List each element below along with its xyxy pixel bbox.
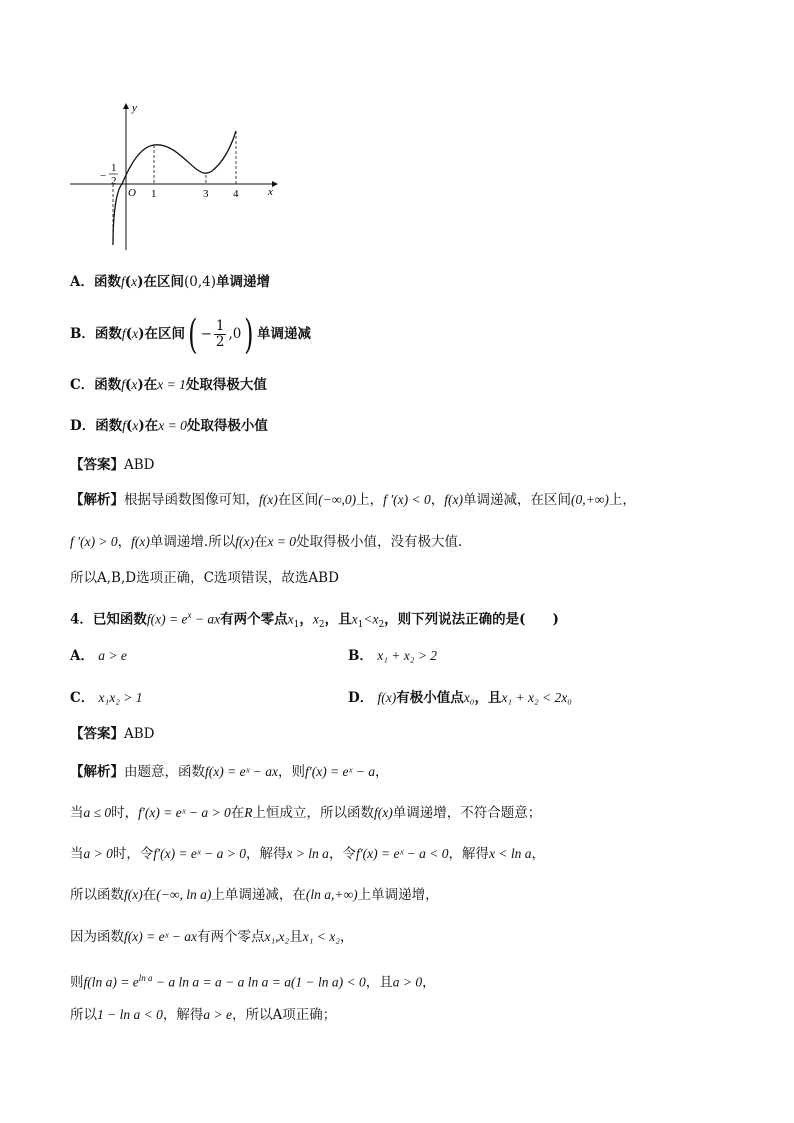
y-label: y	[132, 102, 137, 114]
q3-option-a: A．函数f(x)在区间(0,4)单调递增	[70, 274, 271, 290]
tick-4: 4	[233, 188, 239, 200]
q3-analysis-line-2: f ′(x) > 0，f(x)单调递增.所以f(x)在x = 0处取得极小值，没有极大值.	[70, 534, 463, 550]
fraction-half: $\frac{1}{2}$	[215, 318, 225, 350]
q4-option-d: D． f(x)有极小值点x₀，且x₁ + x₂ < 2x₀	[348, 690, 572, 706]
q4-stem: 4．已知函数$f(x) = e^x$ − ax有两个零点$x_1$，$x_2$，且$x_1<x_2$，则下列说法正确的是( )	[70, 610, 559, 631]
x-label: x	[268, 186, 273, 198]
q3-answer: 【答案】ABD	[70, 457, 155, 473]
q4-option-c: C． x₁x₂ > 1	[70, 690, 143, 706]
q3-analysis-line-3: 所以A,B,D选项正确，C选项错误，故选ABD	[70, 570, 339, 586]
q4-analysis-line-7: 所以1 − ln a < 0，解得a > e，所以A项正确；	[70, 1007, 337, 1023]
q3-analysis-line-1: 【解析】根据导函数图像可知，f(x)在区间(−∞,0)上，f ′(x) < 0，f(x)单调递减，在区间(0,+∞)上，	[70, 492, 636, 508]
neg-half-minus: −	[100, 170, 107, 182]
q4-answer: 【答案】ABD	[70, 726, 155, 742]
tick-1: 1	[151, 188, 157, 200]
q4-analysis-line-1: 【解析】由题意，函数f(x) = eˣ − ax，则f′(x) = eˣ − a，	[70, 764, 389, 780]
origin-label: O	[128, 187, 136, 199]
q4-analysis-line-4: 所以函数f(x)在(−∞, ln a)上单调递减，在(ln a,+∞)上单调递增，	[70, 887, 439, 903]
q4-option-b: B． x₁ + x₂ > 2	[348, 648, 438, 664]
neg-half-num: 1	[111, 162, 117, 174]
q4-option-a: A． a > e	[70, 648, 127, 664]
q3-option-c: C．函数f(x)在x = 1处取得极大值	[70, 377, 267, 393]
q4-analysis-line-5: 因为函数f(x) = eˣ − ax有两个零点x₁,x₂且x₁ < x₂，	[70, 929, 354, 945]
q3-option-b: B．函数f(x)在区间( − $\frac{1}{2}$ ,0) 单调递减	[70, 311, 311, 358]
x-axis-arrow	[272, 181, 278, 187]
derivative-graph	[60, 95, 290, 255]
neg-half-den: 2	[111, 175, 117, 187]
q4-analysis-line-2: 当a ≤ 0时，f′(x) = eˣ − a > 0在R上恒成立，所以函数f(x)单调递增，不符合题意；	[70, 805, 542, 821]
q4-analysis-line-3: 当a > 0时，令f′(x) = eˣ − a > 0，解得x > ln a，令f′(x) = eˣ − a < 0，解得x < ln a，	[70, 846, 545, 862]
q4-analysis-line-6: 则f(ln $a) = e^{ln a} - a$ ln a = a − a ln a = a(1 − ln a) < 0，且a > 0，	[70, 973, 436, 991]
tick-3: 3	[203, 188, 209, 200]
y-axis-arrow	[123, 103, 129, 109]
q3-option-d: D．函数f(x)在x = 0处取得极小值	[70, 418, 268, 434]
